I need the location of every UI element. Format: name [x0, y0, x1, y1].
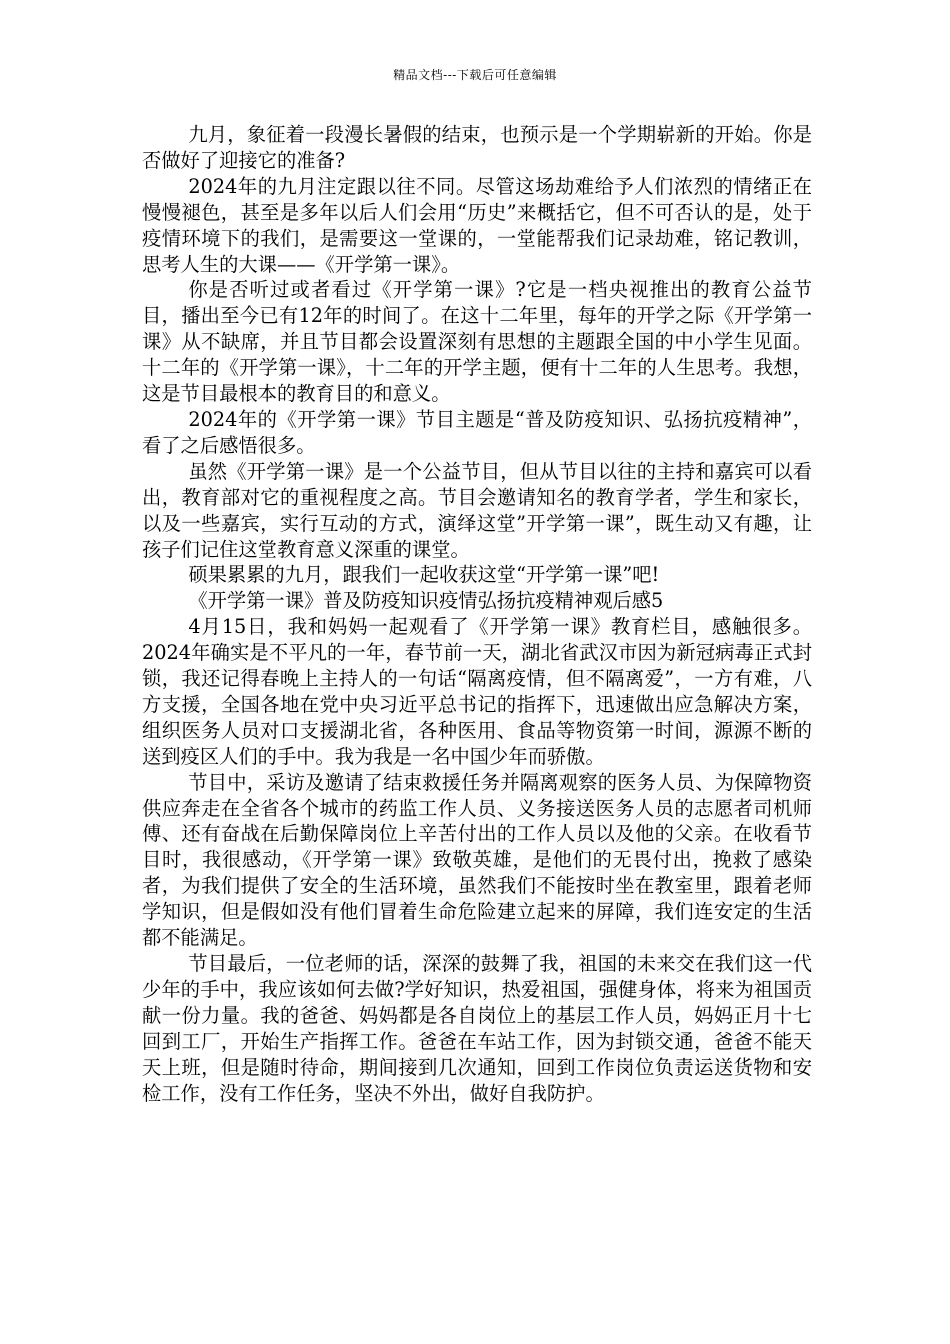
document-body	[142, 122, 812, 1106]
paragraph: 九月，象征着一段漫长暑假的结束，也预示是一个学期崭新的开始。你是否做好了迎接它的准备?	[142, 123, 812, 172]
paragraph: 虽然《开学第一课》是一个公益节目，但从节目以往的主持和嘉宾可以看出，教育部对它的重视程度之高。节目会邀请知名的教育学者，学生和家长，以及一些嘉宾，实行互动的方式，演绎这堂”开学第一课”，既生动又有趣，让孩子们记住这堂教育意义深重的课堂。	[142, 459, 812, 561]
paragraph: 4月15日，我和妈妈一起观看了《开学第一课》教育栏目，感触很多。2024年确实是不平凡的一年，春节前一天，湖北省武汉市因为新冠病毒正式封锁，我还记得春晚上主持人的一句话“隔离疫情，但不隔离爱”，一方有难，八方支援，全国各地在党中央习近平总书记的指挥下，迅速做出应急解决方案，组织医务人员对口支援湖北省，各种医用、食品等物资第一时间，源源不断的送到疫区人们的手中。我为我是一名中国少年而骄傲。	[142, 615, 812, 768]
paragraph: 你是否听过或者看过《开学第一课》?它是一档央视推出的教育公益节目，播出至今已有12年的时间了。在这十二年里，每年的开学之际《开学第一课》从不缺席，并且节目都会设置深刻有思想的主题跟全国的中小学生见面。十二年的《开学第一课》，十二年的开学主题，便有十二年的人生思考。我想，这是节目最根本的教育目的和意义。	[142, 278, 812, 406]
paragraph: 节目中，采访及邀请了结束救援任务并隔离观察的医务人员、为保障物资供应奔走在全省各个城市的药监工作人员、义务接送医务人员的志愿者司机师傅、还有奋战在后勤保障岗位上辛苦付出的工作人员以及他的父亲。在收看节目时，我很感动，《开学第一课》致敬英雄，是他们的无畏付出，挽救了感染者，为我们提供了安全的生活环境，虽然我们不能按时坐在教室里，跟着老师学知识，但是假如没有他们冒着生命危险建立起来的屏障，我们连安定的生活都不能满足。	[142, 770, 812, 950]
section-title: 《开学第一课》普及防疫知识疫情弘扬抗疫精神观后感5	[188, 589, 664, 613]
paragraph: 2024年的九月注定跟以往不同。尽管这场劫难给予人们浓烈的情绪正在慢慢褪色，甚至是多年以后人们会用“历史”来概括它，但不可否认的是，处于疫情环境下的我们，是需要这一堂课的，一堂能帮我们记录劫难，铭记教训，思考人生的大课——《开学第一课》。	[142, 174, 812, 276]
paragraph: 2024年的《开学第一课》节目主题是“普及防疫知识、弘扬抗疫精神”，看了之后感悟很多。	[142, 407, 812, 457]
paragraph: 节目最后，一位老师的话，深深的鼓舞了我，祖国的未来交在我们这一代少年的手中，我应该如何去做?学好知识，热爱祖国，强健身体，将来为祖国贡献一份力量。我的爸爸、妈妈都是各自岗位上的基层工作人员，妈妈正月十七回到工厂，开始生产指挥工作。爸爸在车站工作，因为封锁交通，爸爸不能天天上班，但是随时待命，期间接到几次通知，回到工作岗位负责运送货物和安检工作，没有工作任务，坚决不外出，做好自我防护。	[142, 952, 812, 1105]
paragraph: 硕果累累的九月，跟我们一起收获这堂“开学第一课”吧!	[188, 563, 660, 587]
page-header: 精品文档---下载后可任意编辑	[393, 68, 557, 82]
